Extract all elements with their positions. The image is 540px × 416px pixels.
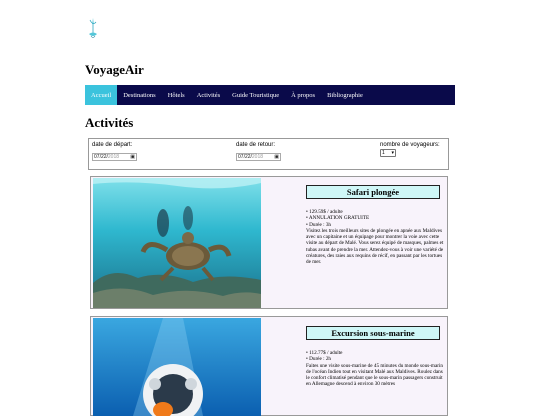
calendar-icon[interactable]: ▣ [130, 154, 135, 160]
activity-title: Excursion sous-marine [306, 326, 440, 340]
main-nav [85, 85, 455, 105]
return-month: 07 [238, 154, 244, 160]
departure-day: 22 [100, 154, 107, 160]
activity-card-submarine [90, 316, 448, 416]
departure-date-value: 07/22/2018 [94, 154, 120, 160]
booking-form [88, 138, 449, 170]
return-field [236, 142, 281, 161]
nav-item-accueil[interactable]: Accueil [85, 85, 117, 105]
page-title: Activités [85, 115, 134, 130]
logo-icon [87, 16, 99, 40]
travelers-label: nombre de voyageurs: [380, 142, 440, 148]
activity-text: Visitez les trois meilleurs sites de plongée en apnée aux Maldives avec un capitaine et un équipage pour montrer la voie avec cette visite au départ de Malé. Vous serez équipé de masques, palmes et tubas avant de prendre la mer. Attendez-vous à voir une variété de créatures, des raies aux requins de récif, en passant par les tortues de mer. [306, 227, 444, 266]
nav-item-guide-touristique[interactable]: Guide Touristique [232, 91, 280, 99]
snorkel-turtle-image [93, 178, 261, 308]
activity-cancellation: • ANNULATION GRATUITE [306, 215, 370, 222]
nav-item-activites[interactable]: Activités [196, 91, 221, 99]
activity-duration: • Durée : 2h [306, 356, 332, 363]
departure-year: 2018 [107, 154, 120, 160]
activity-title: Safari plongée [306, 185, 440, 199]
activity-duration: • Durée : 3h [306, 221, 332, 228]
travelers-field [380, 142, 440, 157]
travelers-value: 1 [382, 150, 385, 156]
nav-item-a-propos[interactable]: À propos [291, 91, 316, 99]
return-date-value: 07/22/2018 [238, 154, 264, 160]
return-label: date de retour: [236, 142, 276, 148]
return-day: 22 [244, 154, 251, 160]
nav-item-destinations[interactable]: Destinations [123, 91, 156, 99]
departure-field [92, 142, 137, 161]
nav-item-bibliographie[interactable]: Bibliographie [327, 91, 363, 99]
site-title: VoyageAir [85, 62, 144, 77]
departure-month: 07 [94, 154, 100, 160]
activity-card-safari [90, 176, 448, 309]
departure-date-input[interactable] [92, 153, 137, 161]
chevron-down-icon: ▾ [391, 150, 394, 156]
activity-text: Faites une visite sous-marine de 45 minutes du monde sous-marin de l'océan Indien tout en visitant Malé aux Maldives. Roulez dans le confort climatisé pendant que le sous-marin passagers construit en Allemagne descend à environ 30 mètres [306, 362, 444, 388]
travelers-select[interactable] [380, 149, 396, 157]
return-date-input[interactable] [236, 153, 281, 161]
nav-item-hotels[interactable]: Hôtels [167, 91, 185, 99]
return-year: 2018 [251, 154, 264, 160]
activity-price: • 129.59$ / adulte [306, 209, 343, 215]
departure-label: date de départ: [92, 142, 133, 148]
activity-description [306, 350, 446, 388]
calendar-icon[interactable]: ▣ [274, 154, 279, 160]
activity-price: • 112.77$ / adulte [306, 350, 343, 356]
activity-description [306, 209, 446, 266]
submarine-image [93, 318, 261, 416]
